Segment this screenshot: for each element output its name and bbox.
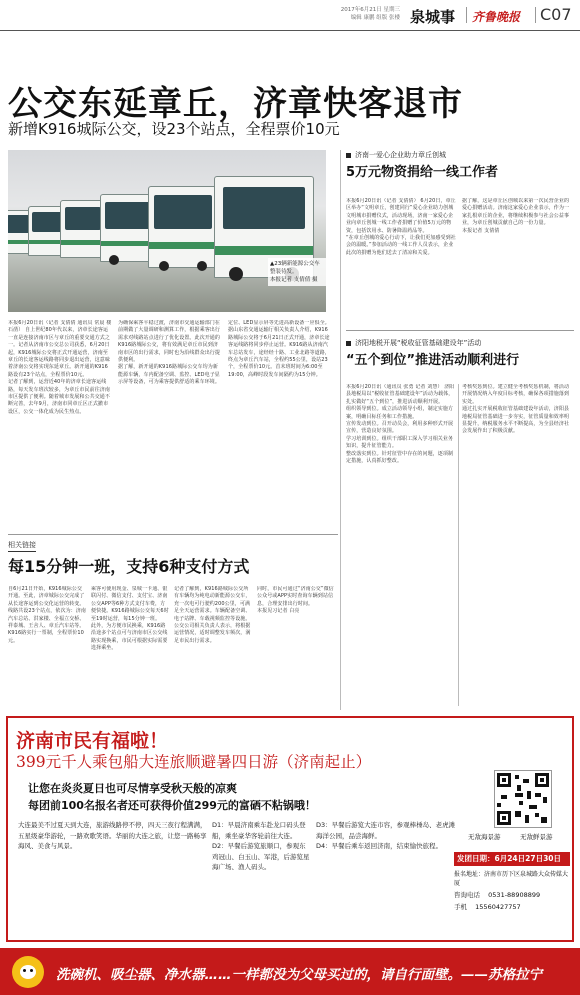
right-top-headline: 5万元物资捐给一线工作者 — [346, 165, 499, 180]
bullet-icon — [346, 153, 351, 158]
main-article-col3: 定位、LED显示屏等先进高新设备一应俱全。 据山东省交通运输厅相关负责人介绍，K916路城际公交将于6月21日正式开通，济章长途客运线路将同步停止运营。K916路从济南汽车总站发车，途经经十路、工业北路等道路，终点为章丘汽车站，全程约55公里，设站23个，全程票价10元。首末班时间为6:00至19:00，高峰时段发车间隔约为15分钟。 — [228, 320, 331, 378]
related-links-label: 相关链接 — [8, 540, 36, 552]
right-top-col1: 本报6月20日讯（记者 支倩倩） 6月20日，章丘区举办“文明章丘，创建同行”爱心企业助力创城文明城市捐赠仪式，活动现场，济南一家爱心企业向章丘创城一线工作者捐赠了价值5万元的物资，包括饮用水、防暑降温药品等。 “在章丘创城的爱心行动下，让我们更加感受到社会的温暖。”参加活动的一线工作人员表示，企业此次的捐赠为他们送去了清凉和关爱。 — [346, 198, 456, 256]
middle-col3: 记者了解到，K916路城际公交所有车辆均为纯电动新能源公交车，充一次电可行驶约200公里，可满足全天运营需求。车辆配备空调、电子站牌、车载视频监控等设施。公交公司相关负责人表示，将根据运营情况，适时调整发车频次，满足市民出行需求。 — [174, 586, 251, 644]
qr-code-icon — [494, 770, 552, 828]
right-bottom-kicker-row — [346, 338, 576, 348]
bullet-icon — [346, 341, 351, 346]
main-article-col1: 本报6月20日讯（记者 支倩倩 通讯员 常晨 楼石凿） 自上世纪80年代以来，济章长途客运一直是连接济南市区与章丘的重要交通方式之一。记者从济南市公交总公司获悉，6月20日起，K916城际公交将正式开通运营，济南至章丘的长途客运线路将同步退出运营，这意味着济南公交将实现东延章丘。新开通的K916路设有23个站点，全程票价10元。 记者了解到，运营近40年的济章长途客运线路，每天发车班次较多，为章丘市民前往济南市区提供了便利。随着城市发展和公共交通不断完善，去年9月，济南市同章丘区正式撤市设区，公交一体化成为民生热点。 — [8, 320, 112, 415]
qr-caption-2: 无敌鲜景游 — [520, 833, 553, 841]
lion-mascot-icon — [12, 956, 44, 988]
footer-banner — [0, 948, 580, 995]
ad-body-left: 大连最美不过夏天到大连，旅游线路停不停，四天三夜行程满满，五星级豪华游轮，一路欢歌笑语。华丽的大连之旅，让您一路畅享海风、美食与风景。 — [18, 821, 207, 850]
right-bottom-col2: 考核奖惩到位。建立健全考核奖惩机制，将活动开展情况纳入年度目标考核，确保各项措施落到实处。 通过扎实开展税收征管基础建设年活动，济阳县地税局征管基础进一步夯实，征管质量和效率明显提升，纳税服务水平不断提高，为全县经济社会发展作出了积极贡献。 — [462, 384, 570, 435]
ad-headline-2: 399元千人乘包船大连旅顺避暑四日游（济南起止） — [16, 753, 372, 771]
column-rule-middle — [340, 540, 341, 710]
header-divider — [466, 7, 467, 23]
footer-slogan: 洗碗机、吸尘器、净水器……一样都没为父母买过的，请自行面壁。——苏格拉宁 — [56, 967, 542, 983]
ad-headline-1: 济南市民有福啦！ — [16, 730, 169, 752]
bus-photo — [8, 150, 326, 312]
photo-caption: ▲23辆新能源公交车整装待发。 本报记者 支倩倩 摄 — [268, 258, 326, 286]
header-rule — [0, 30, 580, 31]
middle-col4: 同时，市民可通过“济南公交”微信公众号或APP实时查询车辆到站信息，合理安排出行时间。 本报见习记者 白亮 — [257, 586, 334, 615]
main-headline: 公交东延章丘，济章快客退市 — [8, 84, 463, 124]
ad-body-mid2: D3：早餐后游览大连市容，参观棒棰岛、老虎滩海洋公园，品尝海鲜。 D4：早餐后乘车返回济南，结束愉快旅程。 — [316, 821, 456, 850]
ad-body-mid: D1：早晨济南乘车赴龙口码头登船，乘坐豪华客轮前往大连。 D2：早餐后游览旅顺口，参观东鸡冠山、白玉山、军港，后游览星海广场、渔人码头。 — [212, 821, 310, 871]
newspaper-logo: 齐鲁晚报 — [472, 10, 521, 24]
header-divider-2 — [535, 7, 536, 23]
depart-dates: 发团日期：6月24日27日30日 — [454, 852, 570, 866]
section-name: 泉城事 — [410, 8, 456, 26]
right-bottom-kicker: 济阳地税开展“税收征管基础建设年”活动 — [355, 339, 482, 347]
phone-1 — [454, 890, 540, 899]
main-article-col2: 为确保乘客平稳过渡，济南市交通运输部门在前期做了大量调研和测算工作，根据乘客出行需求对线路站点进行了优化设置。此次开通的K916路城际公交，将有效满足章丘市民到济南市区的出行需求，同时也为沿线群众出行提供便利。 据了解，新开通的K916路城际公交车均为新能源车辆，车内配备空调、监控、LED电子显示屏等设备，可为乘客提供舒适的乘车环境。 — [118, 320, 221, 386]
phone-2-label: 手机 — [454, 903, 467, 911]
ad-line-1: 让您在炎炎夏日也可尽情享受秋天般的凉爽 — [28, 782, 237, 795]
right-top-col2: 据了解，这是章丘区创城以来第一次民营企业的爱心捐赠活动。济南这家爱心企业表示，作为一家扎根章丘的企业，将继续积极参与社会公益事业，为章丘创城贡献自己的一份力量。 本报记者 支倩倩 — [462, 198, 570, 234]
editor-credits: 编辑 康鹏 组版 张楼 — [350, 15, 400, 21]
signup-address: 报名地址：济南市历下区泉城路大众传媒大厦 — [454, 871, 569, 887]
middle-col2: 乘客可使用现金、泉城一卡通、银联闪付、微信支付、支付宝、济南公交APP等6种方式支付车费，方便快捷。K916路城际公交每天6时至19时运营，每15分钟一班。 此外，为方便市民换乘，K916路沿途多个站点可与济南市区公交线路实现换乘，市民可根据实际需要选择乘坐。 — [91, 586, 169, 652]
middle-headline: 每15分钟一班，支持6种支付方式 — [8, 557, 250, 576]
column-rule-right — [458, 384, 459, 706]
column-rule-main — [340, 150, 341, 540]
page-number: C07 — [540, 5, 572, 24]
ad-line-2: 每团前100名报名者还可获得价值299元的富硒不粘锅哦！ — [28, 799, 316, 812]
middle-col1: 自6月21日开始，K916城际公交开通。至此，济章城际公交完成了从长途客运到公交化运营的转变。线路共设23个站点，依次为：济南汽车总站、洪家楼、全福立交桥、祥泰城、王舍人、章丘汽车站等。K916路实行一票制，全程票价10元。 — [8, 586, 86, 644]
travel-ad — [6, 716, 574, 942]
phone-1-label: 咨询电话 — [454, 891, 480, 899]
phone-2-number: 15560427757 — [475, 903, 521, 911]
main-subheadline: 新增K916城际公交，设23个站点，全程票价10元 — [8, 120, 340, 138]
right-top-kicker-row — [346, 150, 576, 160]
right-divider — [346, 330, 574, 331]
phone-1-number: 0531-88908899 — [488, 891, 541, 899]
issue-date: 2017年6月21日 星期三 — [340, 7, 400, 13]
right-bottom-headline: “五个到位”推进活动顺利进行 — [346, 353, 520, 368]
middle-divider — [8, 534, 338, 535]
phone-2 — [454, 902, 521, 911]
right-top-kicker: 济南一爱心企业助力章丘创城 — [355, 151, 446, 159]
right-bottom-col1: 本报6月20日讯（通讯员 张勇 记者 刘慧） 济阳县地税局以“税收征管基础建设年”活动为载体，扎实做好“五个到位”，推进活动顺利开展。 组织领导到位。成立活动领导小组，制定实施方案，明确目标任务和工作措施。 宣传发动到位。召开动员会，利用多种形式开展宣传，营造良好氛围。 学习培训到位。组织干部职工深入学习相关业务知识，提升征管能力。 整改落实到位。针对征管中存在的问题，逐项制定措施，认真抓好整改。 — [346, 384, 455, 465]
qr-caption-1: 无敌海景游 — [468, 833, 501, 841]
